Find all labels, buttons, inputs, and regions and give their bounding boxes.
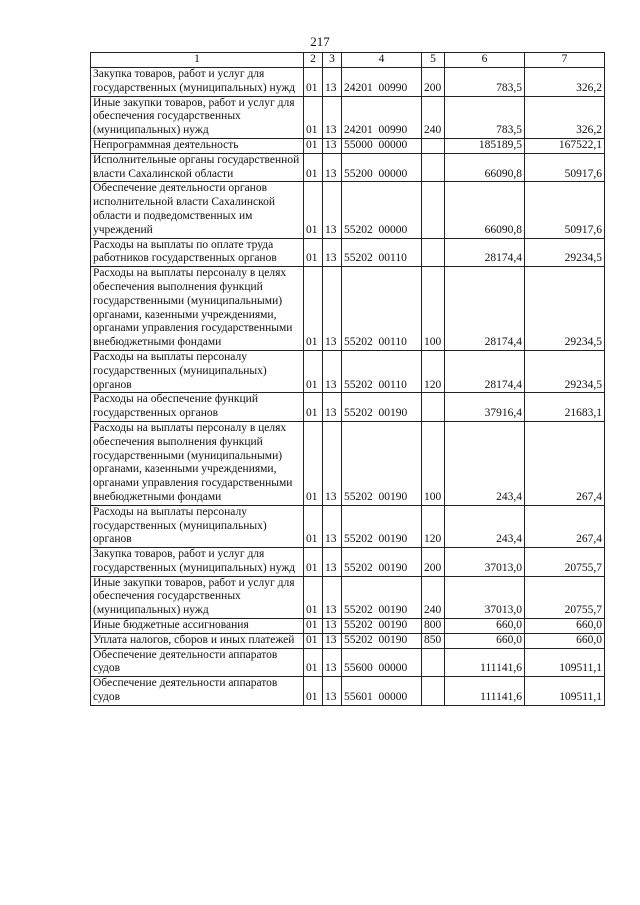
- target-article-code: 55202 00190: [342, 576, 422, 618]
- row-name: Расходы на выплаты персоналу в целях обеспечения выполнения функций государственными (муниципальными) органами, казенными учреждениями, органами управления государственными внебюджетными фондами: [91, 421, 304, 505]
- section-code: 01: [304, 182, 323, 238]
- table-row: [91, 633, 605, 648]
- amount-col-7: 167522,1: [525, 138, 605, 153]
- row-name: Закупка товаров, работ и услуг для государственных (муниципальных) нужд: [91, 68, 304, 97]
- section-code: 01: [304, 138, 323, 153]
- row-name: Обеспечение деятельности аппаратов судов: [91, 648, 304, 677]
- amount-col-7: 50917,6: [525, 153, 605, 182]
- table-row: [91, 619, 605, 634]
- section-code: 01: [304, 350, 323, 392]
- amount-col-6: 243,4: [445, 421, 525, 505]
- target-article-code: 24201 00990: [342, 68, 422, 97]
- row-name: Расходы на обеспечение функций государственных органов: [91, 393, 304, 422]
- expense-type-code: 100: [422, 421, 445, 505]
- amount-col-6: 660,0: [445, 633, 525, 648]
- amount-col-6: 28174,4: [445, 238, 525, 267]
- expense-type-code: [422, 238, 445, 267]
- section-code: 01: [304, 68, 323, 97]
- row-name: Закупка товаров, работ и услуг для государственных (муниципальных) нужд: [91, 548, 304, 577]
- row-name: Расходы на выплаты персоналу в целях обеспечения выполнения функций государственными (муниципальными) органами, казенными учреждениями, органами управления государственными внебюджетными фондами: [91, 267, 304, 351]
- row-name: Исполнительные органы государственной власти Сахалинской области: [91, 153, 304, 182]
- target-article-code: 55601 00000: [342, 677, 422, 706]
- amount-col-6: 243,4: [445, 505, 525, 547]
- amount-col-6: 28174,4: [445, 350, 525, 392]
- subsection-code: 13: [323, 153, 342, 182]
- table-row: [91, 153, 605, 182]
- target-article-code: 55202 00110: [342, 267, 422, 351]
- expense-type-code: [422, 182, 445, 238]
- column-header-1: 1: [91, 53, 304, 68]
- section-code: 01: [304, 548, 323, 577]
- row-name: Расходы на выплаты персоналу государственных (муниципальных) органов: [91, 505, 304, 547]
- amount-col-6: 28174,4: [445, 267, 525, 351]
- subsection-code: 13: [323, 96, 342, 138]
- column-header-4: 4: [342, 53, 422, 68]
- table-row: [91, 505, 605, 547]
- row-name: Обеспечение деятельности аппаратов судов: [91, 677, 304, 706]
- subsection-code: 13: [323, 68, 342, 97]
- expense-type-code: [422, 648, 445, 677]
- amount-col-6: 783,5: [445, 96, 525, 138]
- subsection-code: 13: [323, 350, 342, 392]
- target-article-code: 24201 00990: [342, 96, 422, 138]
- target-article-code: 55202 00190: [342, 393, 422, 422]
- subsection-code: 13: [323, 138, 342, 153]
- expense-type-code: 200: [422, 68, 445, 97]
- section-code: 01: [304, 153, 323, 182]
- subsection-code: 13: [323, 421, 342, 505]
- subsection-code: 13: [323, 238, 342, 267]
- row-name: Расходы на выплаты персоналу государственных (муниципальных) органов: [91, 350, 304, 392]
- target-article-code: 55202 00190: [342, 548, 422, 577]
- table-row: [91, 267, 605, 351]
- amount-col-6: 37013,0: [445, 576, 525, 618]
- page-number: 217: [310, 34, 330, 49]
- table-row: [91, 96, 605, 138]
- table-row: [91, 182, 605, 238]
- row-name: Уплата налогов, сборов и иных платежей: [91, 633, 304, 648]
- table-row: [91, 393, 605, 422]
- row-name: Непрограммная деятельность: [91, 138, 304, 153]
- amount-col-6: 37916,4: [445, 393, 525, 422]
- subsection-code: 13: [323, 267, 342, 351]
- amount-col-7: 20755,7: [525, 576, 605, 618]
- target-article-code: 55000 00000: [342, 138, 422, 153]
- expense-type-code: [422, 677, 445, 706]
- expense-type-code: 850: [422, 633, 445, 648]
- amount-col-7: 326,2: [525, 68, 605, 97]
- target-article-code: 55202 00110: [342, 350, 422, 392]
- amount-col-7: 109511,1: [525, 677, 605, 706]
- amount-col-7: 29234,5: [525, 238, 605, 267]
- amount-col-6: 111141,6: [445, 677, 525, 706]
- amount-col-7: 50917,6: [525, 182, 605, 238]
- column-header-7: 7: [525, 53, 605, 68]
- expense-type-code: [422, 153, 445, 182]
- row-name: Иные закупки товаров, работ и услуг для обеспечения государственных (муниципальных) нужд: [91, 96, 304, 138]
- table-row: [91, 576, 605, 618]
- table-row: [91, 648, 605, 677]
- target-article-code: 55600 00000: [342, 648, 422, 677]
- target-article-code: 55202 00190: [342, 633, 422, 648]
- header-row: [91, 53, 605, 68]
- section-code: 01: [304, 393, 323, 422]
- row-name: Иные закупки товаров, работ и услуг для обеспечения государственных (муниципальных) нужд: [91, 576, 304, 618]
- subsection-code: 13: [323, 505, 342, 547]
- amount-col-7: 660,0: [525, 619, 605, 634]
- section-code: 01: [304, 421, 323, 505]
- expense-type-code: 240: [422, 576, 445, 618]
- section-code: 01: [304, 505, 323, 547]
- budget-table: [90, 52, 605, 706]
- expense-type-code: 120: [422, 505, 445, 547]
- section-code: 01: [304, 648, 323, 677]
- section-code: 01: [304, 238, 323, 267]
- amount-col-7: 109511,1: [525, 648, 605, 677]
- subsection-code: 13: [323, 648, 342, 677]
- target-article-code: 55202 00190: [342, 619, 422, 634]
- table-row: [91, 138, 605, 153]
- target-article-code: 55202 00000: [342, 182, 422, 238]
- subsection-code: 13: [323, 182, 342, 238]
- expense-type-code: 120: [422, 350, 445, 392]
- amount-col-6: 66090,8: [445, 182, 525, 238]
- target-article-code: 55202 00190: [342, 421, 422, 505]
- column-header-5: 5: [422, 53, 445, 68]
- subsection-code: 13: [323, 677, 342, 706]
- section-code: 01: [304, 633, 323, 648]
- target-article-code: 55202 00110: [342, 238, 422, 267]
- section-code: 01: [304, 96, 323, 138]
- table-row: [91, 548, 605, 577]
- section-code: 01: [304, 267, 323, 351]
- amount-col-7: 29234,5: [525, 267, 605, 351]
- amount-col-6: 111141,6: [445, 648, 525, 677]
- amount-col-7: 660,0: [525, 633, 605, 648]
- expense-type-code: [422, 393, 445, 422]
- subsection-code: 13: [323, 393, 342, 422]
- amount-col-6: 783,5: [445, 68, 525, 97]
- row-name: Иные бюджетные ассигнования: [91, 619, 304, 634]
- expense-type-code: [422, 138, 445, 153]
- table-row: [91, 421, 605, 505]
- table-body: [91, 68, 605, 706]
- expense-type-code: 200: [422, 548, 445, 577]
- section-code: 01: [304, 677, 323, 706]
- column-header-3: 3: [323, 53, 342, 68]
- subsection-code: 13: [323, 633, 342, 648]
- subsection-code: 13: [323, 548, 342, 577]
- section-code: 01: [304, 619, 323, 634]
- amount-col-6: 66090,8: [445, 153, 525, 182]
- expense-type-code: 100: [422, 267, 445, 351]
- expense-type-code: 240: [422, 96, 445, 138]
- table-row: [91, 350, 605, 392]
- subsection-code: 13: [323, 619, 342, 634]
- table-row: [91, 68, 605, 97]
- section-code: 01: [304, 576, 323, 618]
- amount-col-6: 37013,0: [445, 548, 525, 577]
- amount-col-7: 267,4: [525, 505, 605, 547]
- amount-col-6: 660,0: [445, 619, 525, 634]
- subsection-code: 13: [323, 576, 342, 618]
- target-article-code: 55200 00000: [342, 153, 422, 182]
- amount-col-7: 29234,5: [525, 350, 605, 392]
- table-row: [91, 238, 605, 267]
- column-header-2: 2: [304, 53, 323, 68]
- amount-col-7: 267,4: [525, 421, 605, 505]
- column-header-6: 6: [445, 53, 525, 68]
- expense-type-code: 800: [422, 619, 445, 634]
- row-name: Расходы на выплаты по оплате труда работников государственных органов: [91, 238, 304, 267]
- amount-col-7: 326,2: [525, 96, 605, 138]
- row-name: Обеспечение деятельности органов исполнительной власти Сахалинской области и подведомственных им учреждений: [91, 182, 304, 238]
- target-article-code: 55202 00190: [342, 505, 422, 547]
- amount-col-6: 185189,5: [445, 138, 525, 153]
- amount-col-7: 20755,7: [525, 548, 605, 577]
- table-row: [91, 677, 605, 706]
- amount-col-7: 21683,1: [525, 393, 605, 422]
